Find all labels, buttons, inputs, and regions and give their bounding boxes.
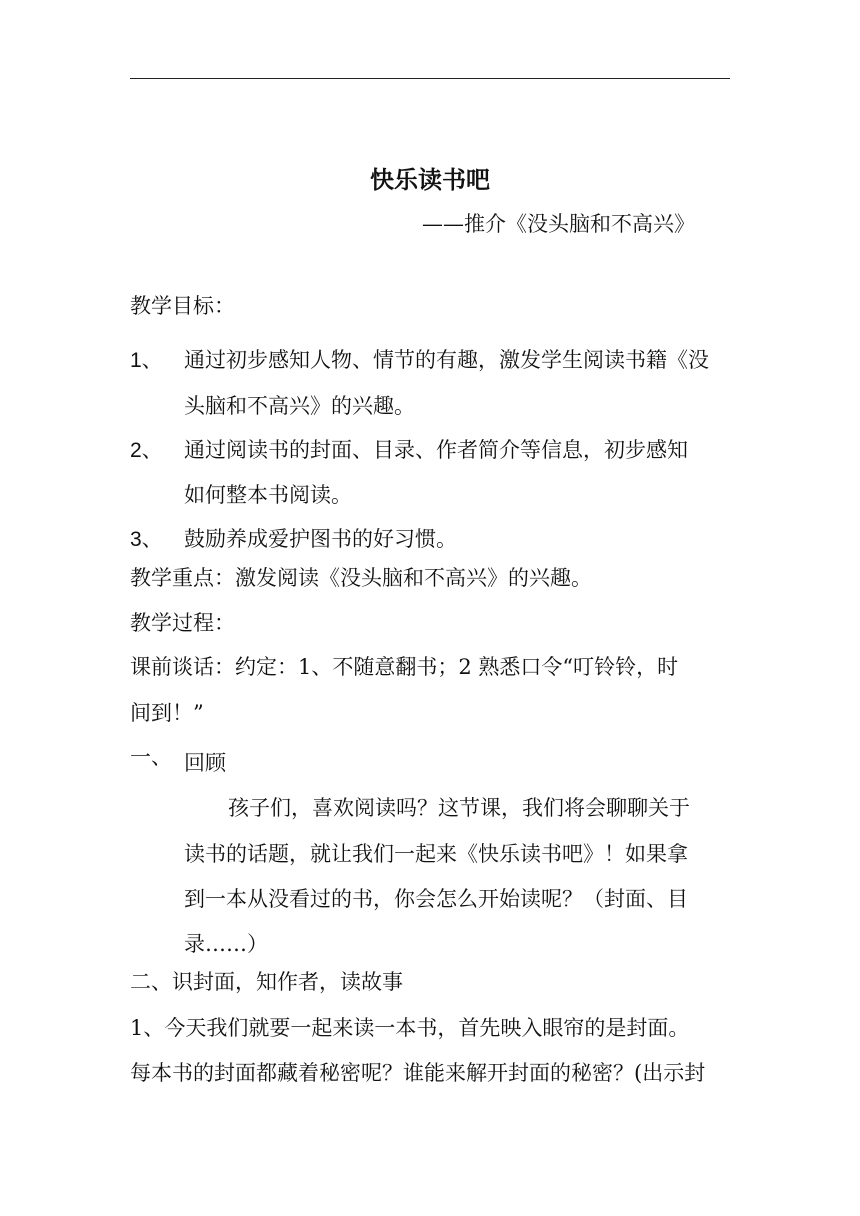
- objective-1-line1: 通过初步感知人物、情节的有趣，激发学生阅读书籍《没: [184, 348, 709, 372]
- objective-1-line2: 头脑和不高兴》的兴趣。: [184, 394, 415, 418]
- section2-title: 二、识封面，知作者，读故事: [130, 970, 403, 994]
- pre-talk-line1: 课前谈话：约定：1、不随意翻书；2 熟悉口令“叮铃铃，时: [130, 655, 679, 679]
- section1-para-line2: 读书的话题，就让我们一起来《快乐读书吧》！如果拿: [184, 842, 688, 866]
- objective-3-line1: 鼓励养成爱护图书的好习惯。: [184, 527, 457, 551]
- objective-2-line1: 通过阅读书的封面、目录、作者简介等信息，初步感知: [184, 438, 688, 462]
- objective-2-line2: 如何整本书阅读。: [184, 483, 352, 507]
- pre-talk-line2: 间到！”: [130, 701, 204, 725]
- section1-title: 回顾: [184, 751, 226, 775]
- document-subtitle: ——推介《没头脑和不高兴》: [422, 212, 695, 236]
- section1-para-line3: 到一本从没看过的书，你会怎么开始读呢？（封面、目: [184, 887, 688, 911]
- key-point: 教学重点：激发阅读《没头脑和不高兴》的兴趣。: [130, 566, 592, 590]
- objective-2-number: 2、: [130, 439, 163, 462]
- document-title: 快乐读书吧: [370, 166, 490, 194]
- objectives-heading: 教学目标：: [130, 294, 235, 318]
- objective-3-number: 3、: [130, 528, 163, 551]
- process-heading: 教学过程：: [130, 611, 235, 635]
- section1-para-line1: 孩子们，喜欢阅读吗？这节课，我们将会聊聊关于: [228, 796, 690, 820]
- section2-line1: 1、今天我们就要一起来读一本书，首先映入眼帘的是封面。: [130, 1016, 690, 1040]
- section1-para-line4: 录……）: [184, 932, 268, 956]
- section1-number: 一、: [130, 745, 172, 769]
- objective-1-number: 1、: [130, 349, 163, 372]
- section2-line2: 每本书的封面都藏着秘密呢？谁能来解开封面的秘密？(出示封: [130, 1061, 706, 1085]
- header-rule: [130, 78, 730, 79]
